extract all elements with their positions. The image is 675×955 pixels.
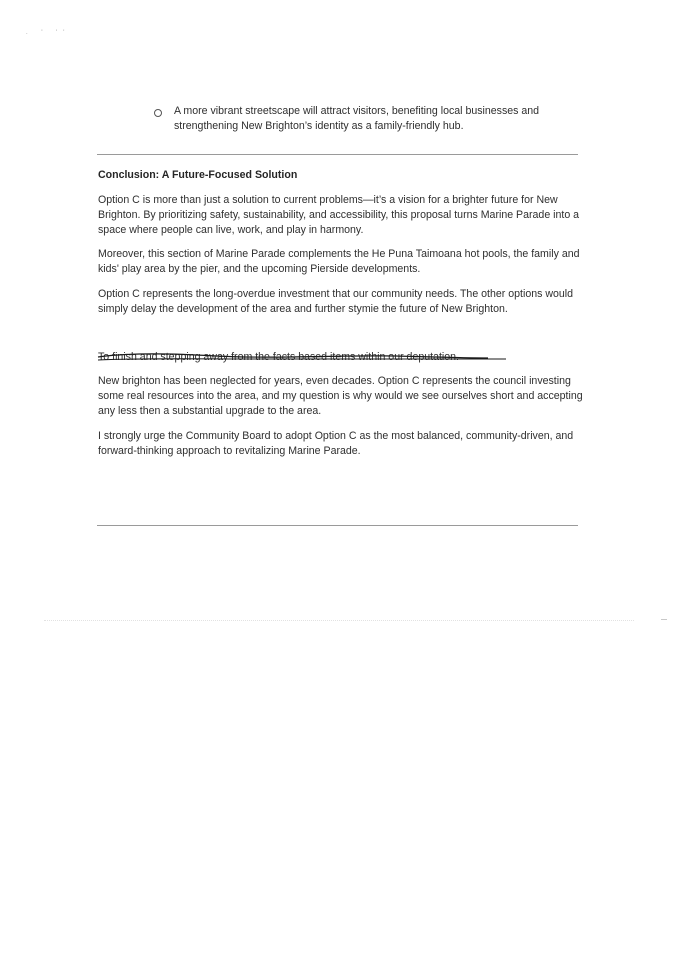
section-divider (97, 154, 578, 155)
deputation-paragraph: I strongly urge the Community Board to adopt Option C as the most balanced, community-driven, and forward-thinking approach to revitalizing Marine Parade. (98, 430, 574, 457)
faint-scan-dash (661, 619, 667, 620)
hollow-circle-bullet-icon (154, 109, 162, 117)
struck-through-line (98, 350, 588, 365)
struck-text: To finish and stepping away from the facts based items within our deputation. (98, 351, 459, 363)
conclusion-paragraph: Moreover, this section of Marine Parade complements the He Puna Taimoana hot pools, the family and kids' play area by the pier, and the upcoming Pierside developments. (98, 248, 580, 275)
conclusion-paragraph: Option C is more than just a solution to current problems—it’s a vision for a brighter future for New Brighton. By prioritizing safety, sustainability, and accessibility, this proposal turns Marine Parade into a space where people can live, work, and play in harmony. (98, 194, 580, 236)
faint-scan-line (44, 620, 634, 621)
bullet-item (154, 104, 584, 134)
handwritten-strike-mark (96, 350, 516, 370)
conclusion-paragraph: Option C represents the long-overdue investment that our community needs. The other options would simply delay the development of the area and further stymie the future of New Brighton. (98, 288, 574, 315)
conclusion-heading: Conclusion: A Future-Focused Solution (98, 169, 298, 181)
struck-text-wrapper (98, 350, 459, 365)
scan-marks: . ' '' (26, 30, 71, 36)
bullet-text: A more vibrant streetscape will attract visitors, benefiting local businesses and strengthening New Brighton’s identity as a family-friendly hub. (174, 105, 540, 132)
section-divider (97, 525, 578, 526)
deputation-paragraph: New brighton has been neglected for years, even decades. Option C represents the council investing some real resources into the area, and my question is why would we see ourselves short and accepting any less then a substantial upgrade to the area. (98, 375, 583, 417)
